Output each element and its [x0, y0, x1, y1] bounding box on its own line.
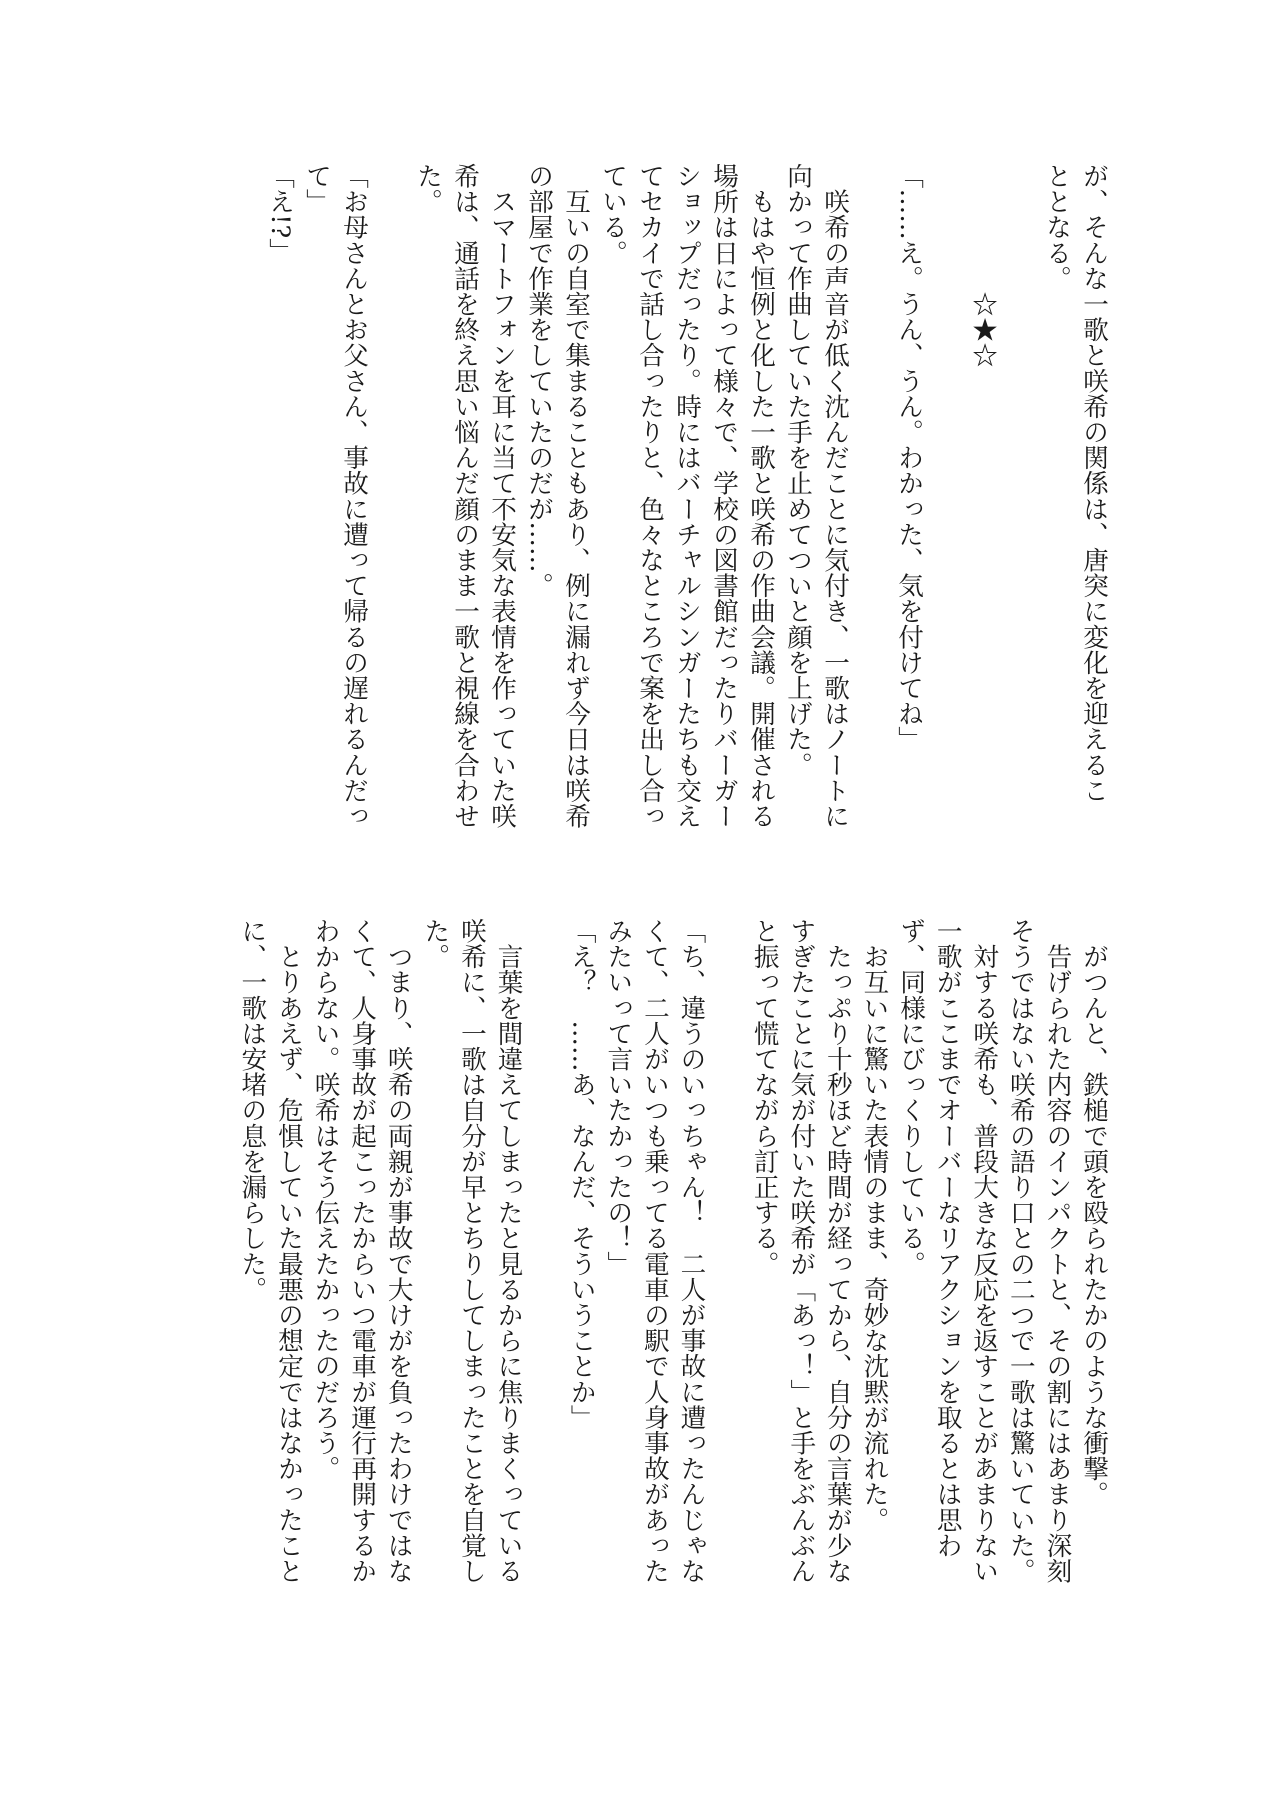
text-column	[372, 163, 409, 788]
text-column: と振って慌てながら訂正する。	[749, 918, 780, 1277]
text-block-bottom	[234, 918, 1112, 1584]
text-column: がつんと、鉄槌で頭を殴られたかのような衝撃。	[1079, 918, 1109, 1507]
text-column: て」	[302, 163, 332, 215]
text-column: ている。	[598, 163, 628, 266]
text-column: 咲希に、一歌は自分が早とちりしてしまったことを自覚し	[456, 918, 487, 1584]
text-column: お互いに驚いた表情のまま、奇妙な沈黙が流れた。	[859, 918, 890, 1533]
text-column: 告げられた内容のインパクトと、その割にはあまり深刻	[1042, 918, 1073, 1584]
text-column: わからない。咲希はそう伝えたかったのだろう。	[310, 918, 341, 1482]
text-column: 咲希の声音が低く沈んだことに気付き、一歌はノートに	[820, 163, 850, 829]
text-column: ず、同様にびっくりしている。	[896, 918, 927, 1277]
text-column	[527, 918, 564, 1543]
text-column: 向かって作曲していた手を止めてついと顔を上げた。	[783, 163, 813, 778]
text-column: 「ち、違うのいっちゃん！ 二人が事故に遭ったんじゃな	[676, 918, 707, 1584]
text-column: くて、二人がいつも乗ってる電車の駅で人身事故があった	[639, 918, 670, 1584]
text-column: 「え!?」	[265, 163, 295, 264]
text-column: ☆★☆	[968, 163, 998, 368]
text-column: ととなる。	[1042, 163, 1072, 291]
text-column: 「……え。うん、うん。わかった、気を付けてね」	[894, 163, 924, 752]
text-column	[709, 918, 746, 1543]
text-column: つまり、咲希の両親が事故で大けがを負ったわけではな	[383, 918, 414, 1584]
text-column: た。	[413, 163, 443, 215]
text-column: に、一歌は安堵の息を漏らした。	[237, 918, 268, 1302]
text-column: 「え？ ……あ、なんだ、そういうことか」	[566, 918, 597, 1430]
text-column: そうではない咲希の語り口との二つで一歌は驚いていた。	[1005, 918, 1036, 1584]
text-column: 場所は日によって様々で、学校の図書館だったりバーガー	[709, 163, 739, 829]
text-column	[853, 163, 890, 788]
text-column: 言葉を間違えてしまったと見るからに焦りまくっている	[493, 918, 524, 1584]
text-column: くて、人身事故が起こったからいつ電車が運行再開するか	[347, 918, 378, 1584]
text-column: が、そんな一歌と咲希の関係は、唐突に変化を迎えるこ	[1079, 163, 1109, 803]
text-column: た。	[420, 918, 451, 970]
text-column: 互いの自室で集まることもあり、例に漏れず今日は咲希	[561, 163, 591, 829]
text-column: ショップだったり。時にはバーチャルシンガーたちも交え	[672, 163, 702, 829]
text-column: の部屋で作業をしていたのだが……。	[524, 163, 554, 599]
text-column: とりあえず、危惧していた最悪の想定ではなかったこと	[273, 918, 304, 1584]
text-column: 希は、通話を終え思い悩んだ顔のまま一歌と視線を合わせ	[450, 163, 480, 829]
text-block-top	[261, 163, 1112, 829]
text-column: 対する咲希も、普段大きな反応を返すことがあまりない	[969, 918, 1000, 1584]
text-column: たっぷり十秒ほど時間が経ってから、自分の言葉が少な	[822, 918, 853, 1584]
text-column: すぎたことに気が付いた咲希が「あっ！」と手をぶんぶん	[786, 918, 817, 1584]
text-column: 一歌がここまでオーバーなリアクションを取るとは思わ	[932, 918, 963, 1558]
text-column	[1001, 163, 1038, 788]
text-column: みたいって言いたかったの！」	[603, 918, 634, 1277]
text-column: もはや恒例と化した一歌と咲希の作曲会議。開催される	[746, 163, 776, 829]
text-column: てセカイで話し合ったりと、色々なところで案を出し合っ	[635, 163, 665, 829]
text-column: 「お母さんとお父さん、事故に遭って帰るの遅れるんだっ	[339, 163, 369, 829]
text-column	[927, 163, 964, 788]
text-column: スマートフォンを耳に当て不安気な表情を作っていた咲	[487, 163, 517, 829]
